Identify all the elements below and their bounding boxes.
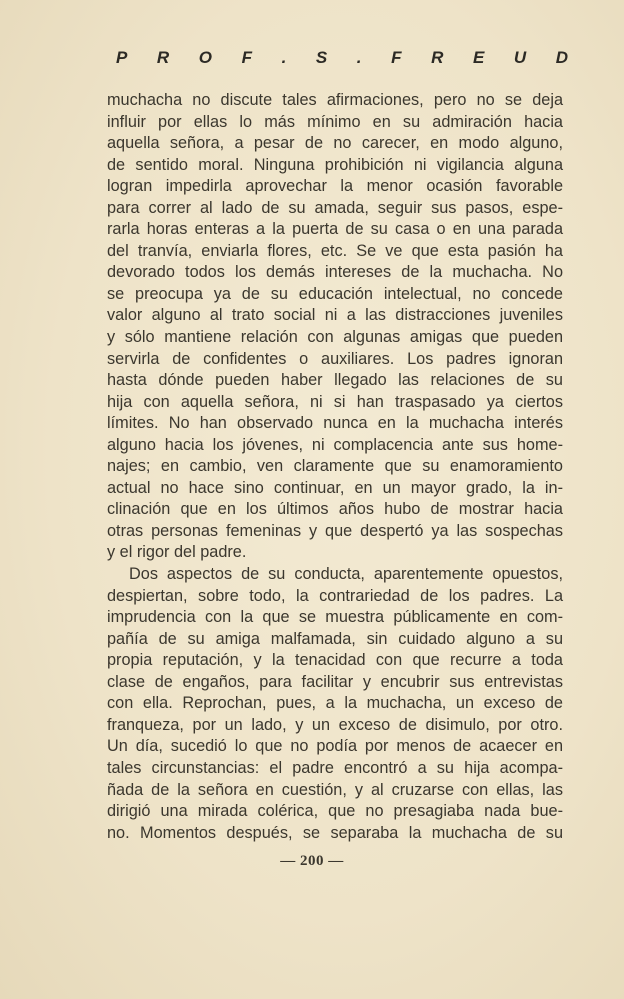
- text-line: imprudencia con la que se muestra públicamente en com-: [107, 608, 563, 627]
- text-line: hasta dónde pueden haber llegado las relaciones de su: [107, 371, 563, 390]
- text-line: despiertan, sobre todo, la contrariedad de los padres. La: [107, 586, 563, 605]
- text-line: muchacha no discute tales afirmaciones, pero no se deja: [107, 91, 563, 109]
- text-line: límites. No han observado nunca en la muchacha interés: [107, 414, 563, 433]
- text-line: influir por ellas lo más mínimo en su admiración hacia: [107, 112, 563, 131]
- text-line: no. Momentos después, se separaba la muchacha de su: [107, 823, 563, 842]
- running-head: [116, 48, 568, 68]
- text-line: clase de engaños, para facilitar y encubrir sus entrevistas: [107, 672, 563, 691]
- text-line: actual no hace sino continuar, en un mayor grado, la in-: [107, 478, 563, 497]
- text-line: propia reputación, y la tenacidad con que recurre a toda: [107, 651, 563, 670]
- text-line: de sentido moral. Ninguna prohibición ni vigilancia alguna: [107, 155, 563, 174]
- text-line: alguno hacia los jóvenes, ni complacencia ante sus home-: [107, 435, 563, 454]
- paragraph-end-line: y el rigor del padre.: [107, 543, 247, 562]
- text-line: rarla horas enteras a la puerta de su casa o en una parada: [107, 220, 563, 239]
- running-head-letter: F: [241, 48, 252, 67]
- text-line: franqueza, por un lado, y un exceso de disimulo, por otro.: [107, 715, 563, 734]
- text-line: servirla de confidentes o auxiliares. Los padres ignoran: [107, 349, 563, 368]
- text-line: para correr al lado de su amada, seguir sus pasos, espe-: [107, 198, 563, 217]
- text-line: se preocupa ya de su educación intelectual, no concede: [107, 284, 563, 303]
- page-number: — 200 —: [280, 853, 344, 869]
- text-line: pañía de su amiga malfamada, sin cuidado alguno a su: [107, 629, 563, 648]
- running-head-letter: S: [315, 48, 328, 67]
- text-line: najes; en cambio, ven claramente que su enamoramiento: [107, 457, 563, 476]
- body-text: [107, 90, 563, 844]
- running-head-letter: R: [156, 48, 170, 67]
- running-head-letter: .: [281, 48, 287, 67]
- text-line: tales circunstancias: el padre encontró a su hija acompa-: [107, 758, 563, 777]
- running-head-letter: .: [356, 48, 362, 67]
- text-line: devorado todos los demás intereses de la muchacha. No: [107, 263, 563, 282]
- text-line: logran impedirla aprovechar la menor ocasión favorable: [107, 177, 563, 196]
- text-line: ñada de la señora en cuestión, y al cruzarse con ellas, las: [107, 780, 563, 799]
- text-line: con ella. Reprochan, pues, a la muchacha, un exceso de: [107, 694, 563, 713]
- running-head-letter: E: [472, 48, 485, 67]
- running-head-letter: D: [555, 48, 568, 67]
- text-line: otras personas femeninas y que despertó ya las sospechas: [107, 521, 563, 540]
- text-line: clinación que en los últimos años hubo de mostrar hacia: [107, 500, 563, 519]
- running-head-letter: O: [198, 48, 213, 67]
- paragraph-start-line: Dos aspectos de su conducta, aparentemente opuestos,: [129, 565, 563, 584]
- text-line: y sólo mantiene relación con algunas amigas que pueden: [107, 328, 563, 347]
- text-line: dirigió una mirada colérica, que no presagiaba nada bue-: [107, 802, 563, 821]
- running-head-letter: U: [513, 48, 527, 67]
- running-head-letter: R: [431, 48, 444, 67]
- text-line: aquella señora, a pesar de no carecer, en modo alguno,: [107, 134, 563, 153]
- text-line: del tranvía, enviarla flores, etc. Se ve que esta pasión ha: [107, 241, 563, 260]
- running-head-letter: P: [116, 48, 128, 67]
- text-line: Un día, sucedió lo que no podía por menos de acaecer en: [107, 737, 563, 756]
- text-line: valor alguno al trato social ni a las distracciones juveniles: [107, 306, 563, 325]
- text-line: hija con aquella señora, ni si han traspasado ya ciertos: [107, 392, 563, 411]
- running-head-letter: F: [391, 48, 402, 67]
